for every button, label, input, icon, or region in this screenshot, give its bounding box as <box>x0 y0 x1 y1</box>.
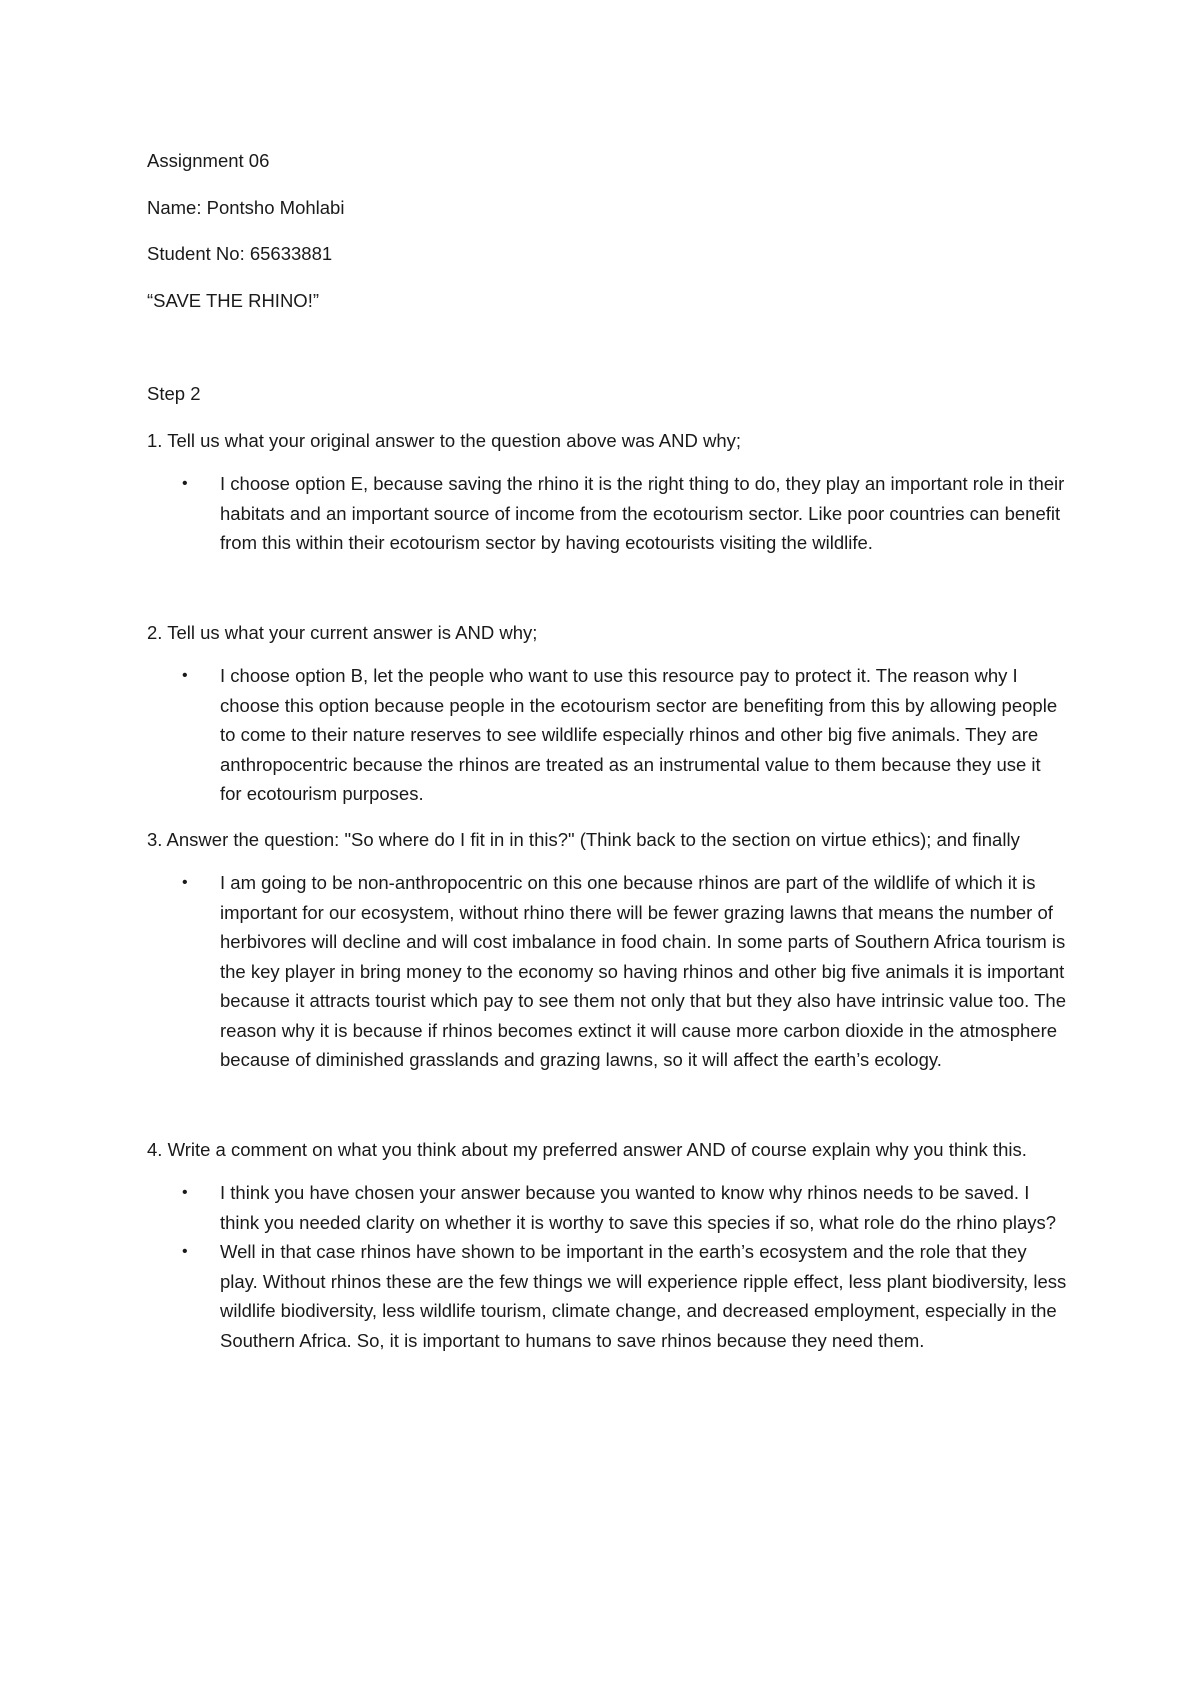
answer-item <box>182 469 1067 558</box>
answer-text: Well in that case rhinos have shown to be important in the earth’s ecosystem and the role that they play. Without rhinos these are the few things we will experience ripple effect, less plant biodiversity, less wildlife biodiversity, less wildlife tourism, climate change, and decreased employment, especially in the Southern Africa. So, it is important to humans to save rhinos because they need them. <box>220 1241 1067 1351</box>
bullet-icon: • <box>182 1184 188 1201</box>
question-2: 2. Tell us what your current answer is AND why; <box>147 621 538 643</box>
answer-item <box>182 1237 1067 1355</box>
answer-text: I think you have chosen your answer because you wanted to know why rhinos needs to be saved. I think you needed clarity on whether it is worthy to save this species if so, what role do the rhino plays? <box>220 1182 1057 1233</box>
answer-item <box>182 661 1067 809</box>
question-3: 3. Answer the question: "So where do I fit in in this?" (Think back to the section on virtue ethics); and finally <box>147 828 1020 850</box>
document-body <box>147 146 1067 1355</box>
bullet-icon: • <box>182 1243 188 1260</box>
spacer <box>147 1075 1067 1119</box>
spacer <box>147 602 1067 618</box>
answer-list-4 <box>147 1178 1067 1355</box>
answer-list-3 <box>147 868 1067 1075</box>
assignment-title: Assignment 06 <box>147 150 270 171</box>
bullet-icon: • <box>182 874 188 891</box>
bullet-icon: • <box>182 667 188 684</box>
spacer <box>147 1119 1067 1135</box>
spacer <box>147 558 1067 602</box>
answer-text: I choose option B, let the people who want to use this resource pay to protect it. The reason why I choose this option because people in the ecotourism sector are benefiting from this by allowing people to come to their nature reserves to see wildlife especially rhinos and other big five animals. They are anthropocentric because the rhinos are treated as an instrumental value to them because they use it for ecotourism purposes. <box>220 665 1058 804</box>
document-title: “SAVE THE RHINO!” <box>147 289 320 311</box>
spacer <box>147 809 1067 825</box>
student-number: Student No: 65633881 <box>147 243 333 264</box>
question-1: 1. Tell us what your original answer to the question above was AND why; <box>147 429 742 451</box>
answer-item <box>182 1178 1067 1237</box>
step-heading: Step 2 <box>147 383 201 404</box>
answer-list-1 <box>147 469 1067 558</box>
bullet-icon: • <box>182 475 188 492</box>
answer-item <box>182 868 1067 1075</box>
student-name: Name: Pontsho Mohlabi <box>147 196 345 218</box>
question-4: 4. Write a comment on what you think about my preferred answer AND of course explain why you think this. <box>147 1138 1027 1160</box>
answer-text: I choose option E, because saving the rhino it is the right thing to do, they play an important role in their habitats and an important source of income from the ecotourism sector. Like poor countries can benefit from this within their ecotourism sector by having ecotourists visiting the wildlife. <box>220 473 1065 553</box>
answer-text: I am going to be non-anthropocentric on this one because rhinos are part of the wildlife of which it is important for our ecosystem, without rhino there will be fewer grazing lawns that means the number of herbivores will decline and will cost imbalance in food chain. In some parts of Southern Africa tourism is the key player in bring money to the economy so having rhinos and other big five animals it is important because it attracts tourist which pay to see them not only that but they also have intrinsic value too. The reason why it is because if rhinos becomes extinct it will cause more carbon dioxide in the atmosphere because of diminished grasslands and grazing lawns, so it will affect the earth’s ecology. <box>220 872 1066 1070</box>
answer-list-2 <box>147 661 1067 809</box>
spacer <box>147 332 1067 379</box>
